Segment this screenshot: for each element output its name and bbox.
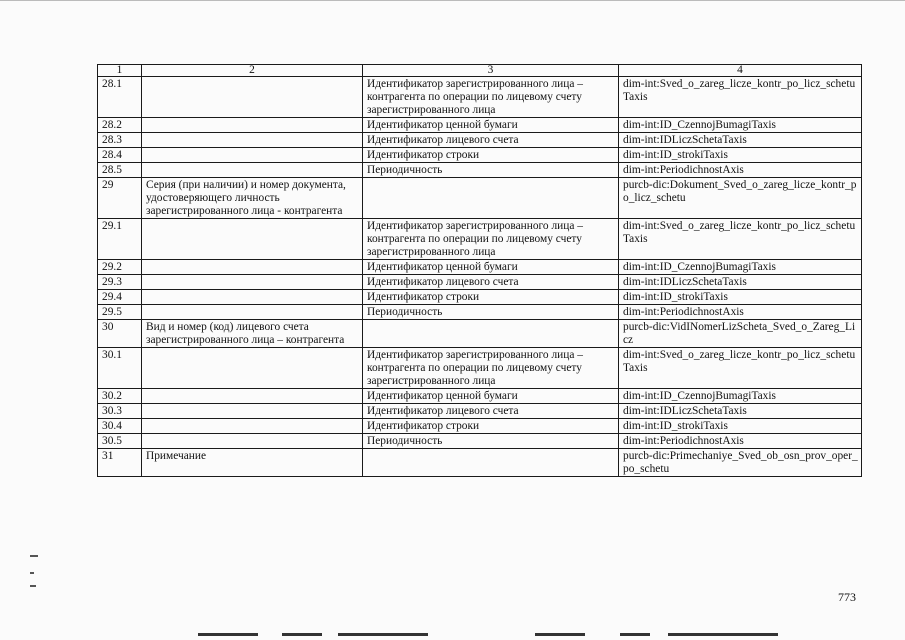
table-row: [98, 178, 862, 219]
scan-edge-mark: [535, 633, 585, 636]
row-number-cell: 30.1: [98, 348, 142, 389]
row-number-cell: 28.4: [98, 148, 142, 163]
indicator-name-cell: [142, 275, 363, 290]
row-number-cell: 29.2: [98, 260, 142, 275]
element-code-cell: dim-int:IDLiczSchetaTaxis: [619, 404, 862, 419]
dimension-name-cell: Идентификатор строки: [363, 290, 619, 305]
table-row: [98, 404, 862, 419]
indicator-name-cell: [142, 77, 363, 118]
table-header-row: [98, 65, 862, 77]
row-number-cell: 31: [98, 449, 142, 477]
table-row: [98, 348, 862, 389]
element-code-cell: dim-int:Sved_o_zareg_licze_kontr_po_licz_schetuTaxis: [619, 348, 862, 389]
element-code-cell: dim-int:ID_strokiTaxis: [619, 419, 862, 434]
indicator-name-cell: [142, 305, 363, 320]
row-number-cell: 29: [98, 178, 142, 219]
indicator-name-cell: [142, 404, 363, 419]
indicator-name-cell: [142, 419, 363, 434]
table-row: [98, 419, 862, 434]
element-code-cell: dim-int:PeriodichnostAxis: [619, 163, 862, 178]
element-code-cell: dim-int:ID_CzennojBumagiTaxis: [619, 260, 862, 275]
indicator-name-cell: Вид и номер (код) лицевого счета зарегистрированного лица – контрагента: [142, 320, 363, 348]
row-number-cell: 28.2: [98, 118, 142, 133]
row-number-cell: 28.5: [98, 163, 142, 178]
dimension-name-cell: Периодичность: [363, 163, 619, 178]
table-row: [98, 163, 862, 178]
table-row: [98, 449, 862, 477]
scan-margin-mark: [30, 585, 36, 587]
element-code-cell: dim-int:Sved_o_zareg_licze_kontr_po_licz_schetuTaxis: [619, 77, 862, 118]
scan-edge-mark: [338, 633, 428, 636]
dimension-name-cell: [363, 178, 619, 219]
dimension-name-cell: Идентификатор лицевого счета: [363, 133, 619, 148]
table-row: [98, 148, 862, 163]
element-code-cell: purcb-dic:Dokument_Sved_o_zareg_licze_kontr_po_licz_schetu: [619, 178, 862, 219]
column-header: 2: [142, 65, 363, 77]
row-number-cell: 30: [98, 320, 142, 348]
dimension-name-cell: Идентификатор зарегистрированного лица – контрагента по операции по лицевому счету зарегистрированного лица: [363, 77, 619, 118]
dimension-name-cell: [363, 320, 619, 348]
table-row: [98, 305, 862, 320]
element-code-cell: dim-int:PeriodichnostAxis: [619, 305, 862, 320]
indicator-name-cell: Серия (при наличии) и номер документа, удостоверяющего личность зарегистрированного лица - контрагента: [142, 178, 363, 219]
indicator-name-cell: [142, 348, 363, 389]
table-row: [98, 320, 862, 348]
scan-edge-mark: [668, 633, 778, 636]
dimension-name-cell: Периодичность: [363, 434, 619, 449]
table-row: [98, 290, 862, 305]
top-rule: [0, 0, 905, 1]
element-code-cell: dim-int:IDLiczSchetaTaxis: [619, 275, 862, 290]
table-row: [98, 389, 862, 404]
scan-edge-mark: [620, 633, 650, 636]
row-number-cell: 30.3: [98, 404, 142, 419]
table-row: [98, 275, 862, 290]
row-number-cell: 29.1: [98, 219, 142, 260]
table-row: [98, 77, 862, 118]
scan-edge-mark: [198, 633, 258, 636]
indicator-name-cell: Примечание: [142, 449, 363, 477]
table-row: [98, 260, 862, 275]
dimension-name-cell: Идентификатор лицевого счета: [363, 275, 619, 290]
row-number-cell: 30.2: [98, 389, 142, 404]
indicator-name-cell: [142, 118, 363, 133]
element-code-cell: dim-int:Sved_o_zareg_licze_kontr_po_licz_schetuTaxis: [619, 219, 862, 260]
indicator-name-cell: [142, 133, 363, 148]
element-code-cell: dim-int:ID_strokiTaxis: [619, 290, 862, 305]
column-header: 1: [98, 65, 142, 77]
dimension-name-cell: Идентификатор ценной бумаги: [363, 260, 619, 275]
dimension-name-cell: Идентификатор строки: [363, 419, 619, 434]
table-row: [98, 118, 862, 133]
dimension-name-cell: [363, 449, 619, 477]
element-code-cell: dim-int:IDLiczSchetaTaxis: [619, 133, 862, 148]
element-code-cell: dim-int:ID_CzennojBumagiTaxis: [619, 389, 862, 404]
row-number-cell: 29.5: [98, 305, 142, 320]
dimension-name-cell: Идентификатор зарегистрированного лица – контрагента по операции по лицевому счету зарегистрированного лица: [363, 348, 619, 389]
indicator-name-cell: [142, 389, 363, 404]
indicator-name-cell: [142, 260, 363, 275]
dimension-name-cell: Идентификатор лицевого счета: [363, 404, 619, 419]
scan-margin-mark: [30, 572, 34, 574]
element-code-cell: dim-int:PeriodichnostAxis: [619, 434, 862, 449]
column-header: 4: [619, 65, 862, 77]
row-number-cell: 30.5: [98, 434, 142, 449]
element-code-cell: purcb-dic:VidINomerLizScheta_Sved_o_Zareg_Licz: [619, 320, 862, 348]
row-number-cell: 30.4: [98, 419, 142, 434]
column-header: 3: [363, 65, 619, 77]
indicator-name-cell: [142, 163, 363, 178]
indicator-name-cell: [142, 434, 363, 449]
scan-edge-mark: [282, 633, 322, 636]
indicator-name-cell: [142, 290, 363, 305]
row-number-cell: 29.4: [98, 290, 142, 305]
table-row: [98, 219, 862, 260]
dimension-name-cell: Идентификатор строки: [363, 148, 619, 163]
element-code-cell: purcb-dic:Primechaniye_Sved_ob_osn_prov_oper_po_schetu: [619, 449, 862, 477]
dimension-name-cell: Идентификатор ценной бумаги: [363, 118, 619, 133]
table-row: [98, 434, 862, 449]
row-number-cell: 28.3: [98, 133, 142, 148]
page-number: 773: [838, 590, 856, 604]
indicator-name-cell: [142, 219, 363, 260]
element-code-cell: dim-int:ID_CzennojBumagiTaxis: [619, 118, 862, 133]
row-number-cell: 28.1: [98, 77, 142, 118]
row-number-cell: 29.3: [98, 275, 142, 290]
dimension-name-cell: Идентификатор ценной бумаги: [363, 389, 619, 404]
dimension-name-cell: Периодичность: [363, 305, 619, 320]
element-code-cell: dim-int:ID_strokiTaxis: [619, 148, 862, 163]
indicator-name-cell: [142, 148, 363, 163]
data-table: [97, 64, 862, 477]
dimension-name-cell: Идентификатор зарегистрированного лица – контрагента по операции по лицевому счету зарегистрированного лица: [363, 219, 619, 260]
table-body: [98, 77, 862, 477]
scan-margin-mark: [30, 555, 38, 557]
table-row: [98, 133, 862, 148]
